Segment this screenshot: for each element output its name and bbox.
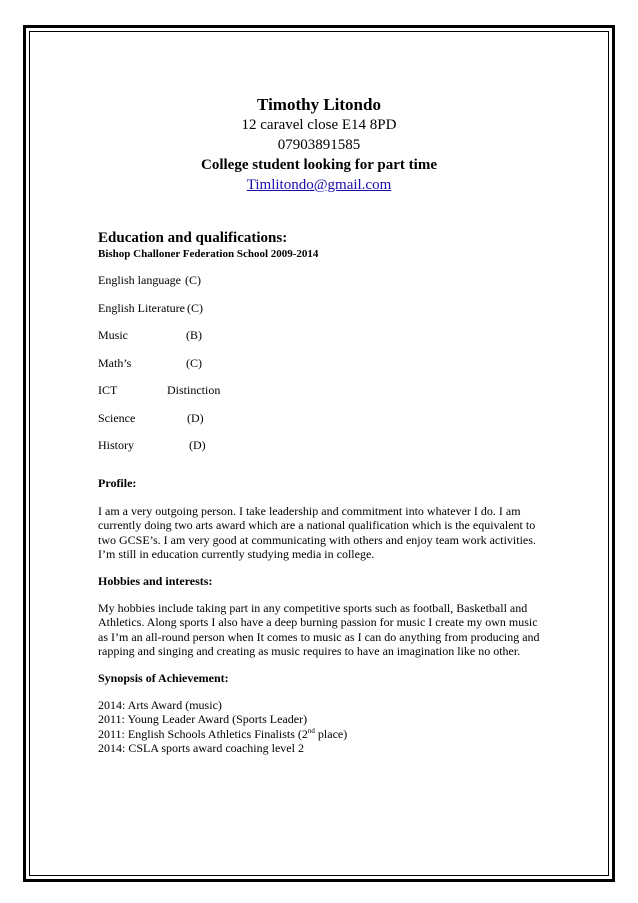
grade-subject: English Literature — [98, 300, 185, 315]
profile-line: two GCSE’s. I am very good at communicating with others and enjoy team work activities. — [98, 532, 536, 547]
ordinal-suffix: nd — [307, 726, 315, 735]
grade-row — [98, 273, 544, 301]
grade-value: (D) — [187, 410, 204, 425]
candidate-name: Timothy Litondo — [257, 95, 381, 114]
phone-number: 07903891585 — [277, 137, 361, 153]
grade-row — [98, 438, 544, 466]
school-name: Bishop Challoner Federation School 2009-2014 — [98, 248, 319, 260]
achievement-item: 2014: Arts Award (music) — [98, 697, 222, 712]
profile-text — [98, 504, 544, 562]
education-title: Education and qualifications: — [98, 230, 288, 246]
achievement-item: 2011: Young Leader Award (Sports Leader) — [98, 712, 308, 726]
hobbies-text — [98, 601, 544, 659]
grade-subject: Music — [98, 328, 128, 342]
hobbies-heading: Hobbies and interests: — [98, 573, 213, 588]
cv-header — [0, 95, 638, 195]
email-link[interactable]: Timlitondo@gmail.com — [246, 177, 392, 193]
grade-subject: Science — [98, 410, 136, 425]
grade-value: Distinction — [167, 383, 221, 397]
profile-line: currently doing two arts award which are a national qualification which is the equivalent to — [98, 518, 536, 532]
grade-subject: Math’s — [98, 355, 132, 370]
achievement-text: 2011: English Schools Athletics Finalists (2 — [98, 726, 308, 741]
achievement-text: place) — [314, 726, 348, 741]
grade-row — [98, 328, 544, 356]
grade-row — [98, 356, 544, 384]
grade-value: (B) — [186, 328, 202, 342]
grade-subject: ICT — [98, 383, 118, 397]
achievements-list — [98, 698, 544, 756]
grade-subject: English language — [98, 273, 181, 287]
achievements-heading: Synopsis of Achievement: — [98, 670, 229, 685]
profile-heading: Profile: — [98, 475, 137, 490]
cv-content — [98, 229, 544, 756]
grade-value: (C) — [186, 355, 202, 370]
achievement-item — [98, 727, 544, 742]
profile-line: I’m still in education currently studying media in college. — [98, 547, 375, 561]
hobbies-line: rapping and singing and creating as music requires to have an imagination like no other. — [98, 644, 521, 658]
address: 12 caravel close E14 8PD — [241, 117, 397, 133]
achievement-item: 2014: CSLA sports award coaching level 2 — [98, 741, 304, 755]
grade-value: (C) — [185, 273, 201, 287]
grade-value: (C) — [187, 300, 203, 315]
grade-row — [98, 411, 544, 439]
grade-value: (D) — [189, 438, 206, 452]
hobbies-line: My hobbies include taking part in any competitive sports such as football, Basketball and — [98, 600, 528, 615]
hobbies-line: Athletics. Along sports I also have a deep burning passion for music I create my own music — [98, 615, 538, 629]
grades-list — [98, 273, 544, 466]
grade-row — [98, 301, 544, 329]
hobbies-line: as I’m an all-round person when It comes to music as I can do anything from producing and — [98, 629, 540, 644]
tagline: College student looking for part time — [201, 157, 437, 173]
grade-row — [98, 383, 544, 411]
grade-subject: History — [98, 438, 134, 452]
profile-line: I am a very outgoing person. I take leadership and commitment into whatever I do. I am — [98, 503, 521, 518]
